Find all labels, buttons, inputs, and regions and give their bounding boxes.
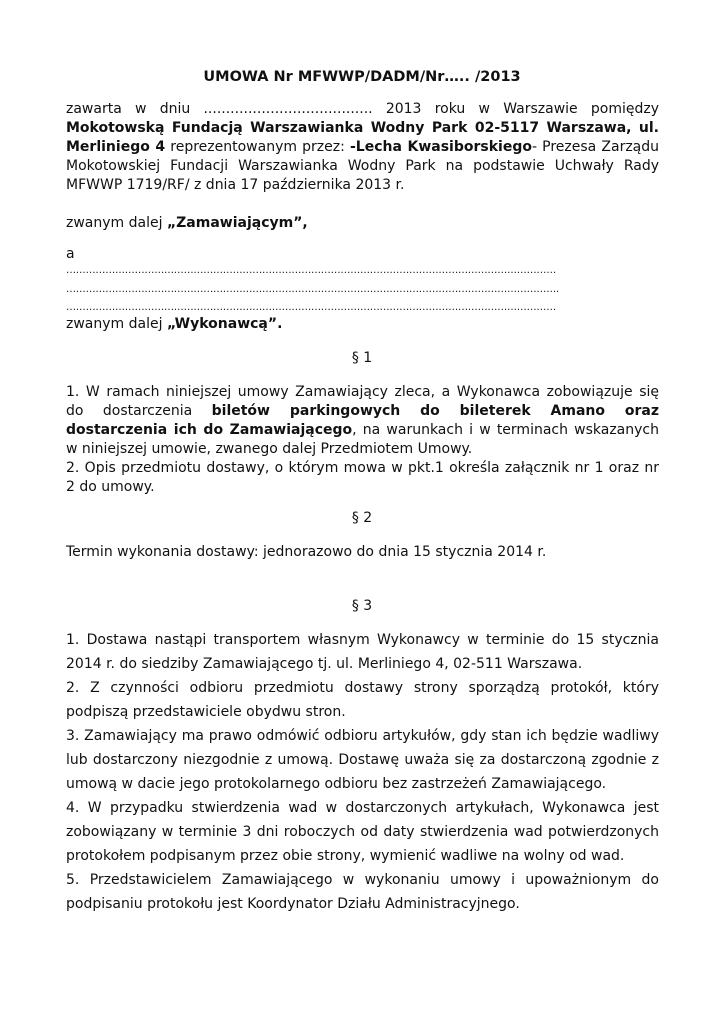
- party1-called-label: zwanym dalej: [66, 215, 167, 231]
- party1-name: Mokotowską Fundacją Warszawianka Wodny Park 02-5117 Warszawa, ul. Merliniego 4: [66, 120, 659, 155]
- section-3-point: 2. Z czynności odbioru przedmiotu dostawy strony sporządzą protokół, który podpiszą przedstawiciele obydwu stron.: [66, 680, 659, 720]
- section-1-point-1: [66, 383, 659, 459]
- party1-role-line: [66, 214, 659, 233]
- section-1-point-2: 2. Opis przedmiotu dostawy, o którym mowa w pkt.1 określa załącznik nr 1 oraz nr 2 do umowy.: [66, 460, 659, 495]
- intro-date-dots: ......................................: [203, 101, 373, 117]
- contractor-called-label: zwanym dalej: [66, 316, 167, 332]
- contract-title: UMOWA Nr MFWWP/DADM/Nr….. /2013: [203, 69, 521, 85]
- party1-role: „Zamawiającym”,: [166, 215, 308, 231]
- section-1-point-1-text: 1. W ramach niniejszej umowy Zamawiający zleca, a Wykonawca zobowiązuje się do dostarczenia: [66, 384, 659, 419]
- and-word: a: [66, 246, 75, 262]
- contractor-dots-line-3: ……………………………………………………………………………………………………………………………………: [66, 302, 557, 313]
- intro-date-prefix: zawarta w dniu: [66, 101, 204, 117]
- section-3-heading: § 3: [351, 598, 373, 614]
- section-1-subject-bold: biletów parkingowych do bileterek Amano oraz dostarczenia ich do Zamawiającego: [66, 403, 659, 438]
- intro-date-suffix: 2013 roku w Warszawie pomiędzy: [372, 101, 660, 117]
- section-2-heading: § 2: [351, 510, 373, 526]
- contractor-role: „Wykonawcą”.: [166, 316, 283, 332]
- section-1-body: [66, 383, 659, 497]
- representative-description: - Prezesa Zarządu Mokotowskiej Fundacji Warszawianka Wodny Park na podstawie Uchwały Rady MFWWP 1719/RF/ z dnia 17 października 2013 r.: [66, 139, 660, 193]
- party1-represented: reprezentowanym przez:: [165, 139, 345, 155]
- section-1-heading: § 1: [351, 350, 373, 366]
- section-3-point: 4. W przypadku stwierdzenia wad w dostarczonych artykułach, Wykonawca jest zobowiązany w terminie 3 dni roboczych od daty stwierdzenia wad potwierdzonych protokołem podpisanym przez obie strony, wymienić wadliwe na wolny od wad.: [66, 800, 659, 864]
- representative-name: -Lecha Kwasiborskiego: [349, 139, 532, 155]
- contractor-dots-line-2: …………………………………………………………………………………………………………………………………….: [66, 284, 559, 295]
- contractor-role-line: [66, 315, 659, 334]
- intro-paragraph: [66, 100, 659, 195]
- section-1-point-1-rest: , na warunkach i w terminach wskazanych w niniejszej umowie, zwanego dalej Przedmiotem Umowy.: [66, 422, 659, 457]
- contractor-dots-line-1: ……………………………………………………………………………………………………………………………………: [66, 265, 557, 276]
- section-3-body: [66, 628, 659, 916]
- section-3-point: 3. Zamawiający ma prawo odmówić odbioru artykułów, gdy stan ich będzie wadliwy lub dostarczony niezgodnie z umową. Dostawę uważa się za dostarczoną zgodnie z umową w dacie jego protokolarnego odbioru bez zastrzeżeń Zamawiającego.: [66, 728, 659, 792]
- section-3-point: 1. Dostawa nastąpi transportem własnym Wykonawcy w terminie do 15 stycznia 2014 r. do siedziby Zamawiającego tj. ul. Merliniego 4, 02-511 Warszawa.: [66, 632, 659, 672]
- section-3-point: 5. Przedstawicielem Zamawiającego w wykonaniu umowy i upoważnionym do podpisaniu protokołu jest Koordynator Działu Administracyjnego.: [66, 872, 659, 912]
- section-2-text: Termin wykonania dostawy: jednorazowo do dnia 15 stycznia 2014 r.: [66, 544, 547, 560]
